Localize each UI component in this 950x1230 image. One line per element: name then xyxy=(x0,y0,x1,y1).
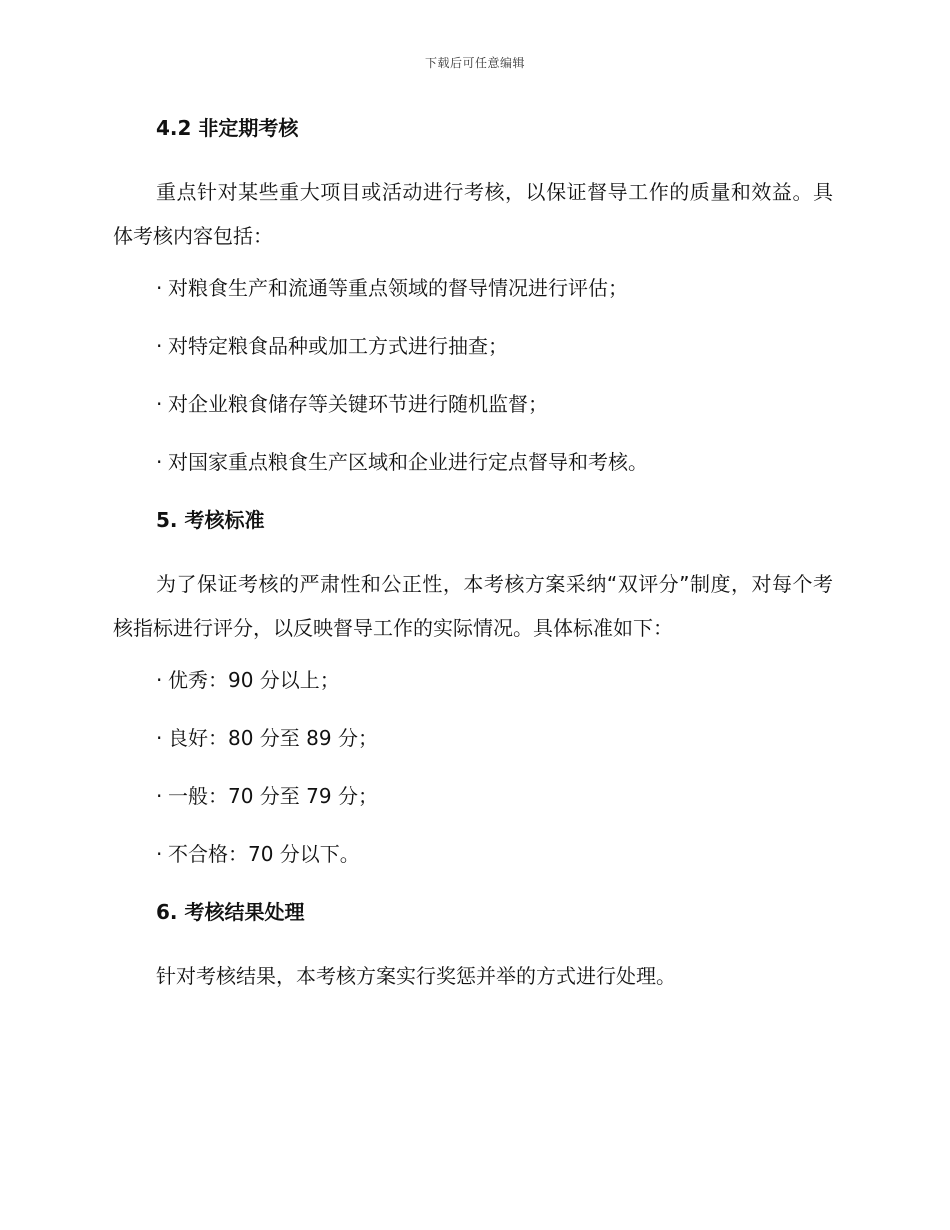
bullet-icon: · xyxy=(156,450,163,474)
list-item xyxy=(113,330,833,362)
list-item xyxy=(113,838,833,870)
list-item-text: 不合格：70 分以下。 xyxy=(168,842,360,866)
list-item-text: 对国家重点粮食生产区域和企业进行定点督导和考核。 xyxy=(168,450,648,474)
list-item xyxy=(113,722,833,754)
section-5-intro: 为了保证考核的严肃性和公正性，本考核方案采纳“双评分”制度，对每个考核指标进行评分，以反映督导工作的实际情况。具体标准如下： xyxy=(113,572,833,640)
bullet-icon: · xyxy=(156,334,163,358)
list-item xyxy=(113,780,833,812)
list-item-text: 对粮食生产和流通等重点领域的督导情况进行评估； xyxy=(168,276,628,300)
list-item xyxy=(113,388,833,420)
bullet-icon: · xyxy=(156,784,163,808)
document-body xyxy=(113,112,833,1012)
bullet-icon: · xyxy=(156,392,163,416)
list-item xyxy=(113,272,833,304)
list-item-text: 良好：80 分至 89 分； xyxy=(168,726,378,750)
bullet-icon: · xyxy=(156,726,163,750)
section-4-2-intro: 重点针对某些重大项目或活动进行考核，以保证督导工作的质量和效益。具体考核内容包括： xyxy=(113,180,833,248)
header-note: 下载后可任意编辑 xyxy=(424,56,525,70)
bullet-icon: · xyxy=(156,276,163,300)
list-item-text: 优秀：90 分以上； xyxy=(168,668,340,692)
section-6-intro: 针对考核结果，本考核方案实行奖惩并举的方式进行处理。 xyxy=(156,964,676,988)
list-item xyxy=(113,664,833,696)
bullet-icon: · xyxy=(156,668,163,692)
section-heading-4-2: 4.2 非定期考核 xyxy=(156,116,299,140)
list-item-text: 对特定粮食品种或加工方式进行抽查； xyxy=(168,334,508,358)
list-item xyxy=(113,446,833,478)
list-item-text: 对企业粮食储存等关键环节进行随机监督； xyxy=(168,392,548,416)
list-item-text: 一般：70 分至 79 分； xyxy=(168,784,378,808)
section-heading-6: 6. 考核结果处理 xyxy=(156,900,305,924)
bullet-icon: · xyxy=(156,842,163,866)
section-heading-5: 5. 考核标准 xyxy=(156,508,265,532)
